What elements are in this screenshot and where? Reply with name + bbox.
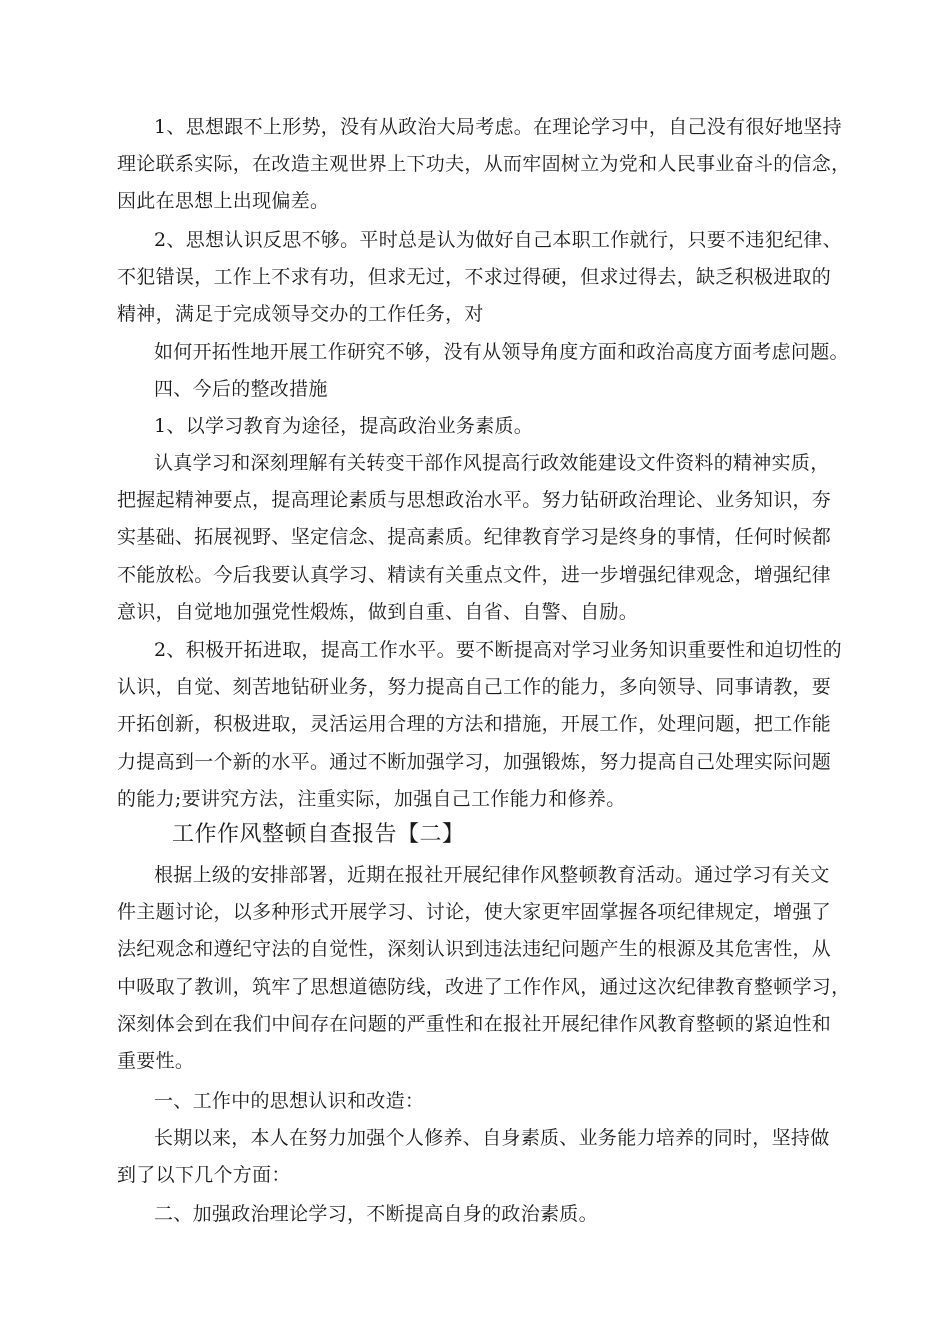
paragraph-line: 到了以下几个方面： — [117, 1164, 291, 1186]
paragraph-line: 2、积极开拓进取，提高工作水平。要不断提高对学习业务知识重要性和迫切性的 — [154, 639, 842, 661]
paragraph-line: 1、思想跟不上形势，没有从政治大局考虑。在理论学习中，自己没有很好地坚持 — [154, 116, 842, 138]
paragraph-line: 实基础、拓展视野、坚定信念、提高素质。纪律教育学习是终身的事情，任何时候都 — [117, 526, 832, 548]
paragraph-line: 意识，自觉地加强党性煅炼，做到自重、自省、自警、自励。 — [117, 601, 639, 623]
paragraph-line: 理论联系实际，在改造主观世界上下功夫，从而牢固树立为党和人民事业奋斗的信念， — [117, 153, 851, 175]
paragraph-line: 重要性。 — [117, 1050, 195, 1072]
paragraph-line: 精神，满足于完成领导交办的工作任务，对 — [117, 303, 484, 325]
report-heading: 工作作风整顿自查报告【二】 — [172, 822, 465, 847]
paragraph-line: 法纪观念和遵纪守法的自觉性，深刻认识到违法违纪问题产生的根源及其危害性，从 — [117, 938, 832, 960]
paragraph-line: 1、以学习教育为途径，提高政治业务素质。 — [154, 415, 534, 437]
paragraph-line: 根据上级的安排部署，近期在报社开展纪律作风整顿教育活动。通过学习有关文 — [154, 864, 830, 886]
section-heading-line: 一、工作中的思想认识和改造： — [154, 1090, 425, 1112]
section-heading-line: 二、加强政治理论学习，不断提高自身的政治素质。 — [154, 1203, 598, 1225]
paragraph-line: 中吸取了教训，筑牢了思想道德防线，改进了工作作风，通过这次纪律教育整顿学习， — [117, 976, 851, 998]
paragraph-line: 不犯错误，工作上不求有功，但求无过，不求过得硬，但求过得去，缺乏积极进取的 — [117, 266, 832, 288]
paragraph-line: 因此在思想上出现偏差。 — [117, 190, 330, 212]
paragraph-line: 2、思想认识反思不够。平时总是认为做好自己本职工作就行，只要不违犯纪律、 — [154, 229, 842, 251]
paragraph-line: 如何开拓性地开展工作研究不够，没有从领导角度方面和政治高度方面考虑问题。 — [154, 341, 849, 363]
paragraph-line: 力提高到一个新的水平。通过不断加强学习，加强锻炼，努力提高自己处理实际问题 — [117, 751, 832, 773]
paragraph-line: 开拓创新，积极进取，灵活运用合理的方法和措施，开展工作，处理问题，把工作能 — [117, 713, 832, 735]
section-heading-line: 四、今后的整改措施 — [154, 378, 328, 400]
paragraph-line: 的能力;要讲究方法，注重实际，加强自己工作能力和修养。 — [117, 788, 626, 810]
paragraph-line: 认真学习和深刻理解有关转变干部作风提高行政效能建设文件资料的精神实质， — [154, 452, 830, 474]
paragraph-line: 认识，自觉、刻苦地钻研业务，努力提高自己工作的能力，多向领导、同事请教，要 — [117, 676, 832, 698]
paragraph-line: 长期以来，本人在努力加强个人修养、自身素质、业务能力培养的同时，坚持做 — [154, 1127, 830, 1149]
paragraph-line: 不能放松。今后我要认真学习、精读有关重点文件，进一步增强纪律观念，增强纪律 — [117, 564, 832, 586]
paragraph-line: 深刻体会到在我们中间存在问题的严重性和在报社开展纪律作风教育整顿的紧迫性和 — [117, 1013, 832, 1035]
paragraph-line: 件主题讨论，以多种形式开展学习、讨论，使大家更牢固掌握各项纪律规定，增强了 — [117, 901, 832, 923]
paragraph-line: 把握起精神要点，提高理论素质与思想政治水平。努力钻研政治理论、业务知识，夯 — [117, 489, 832, 511]
